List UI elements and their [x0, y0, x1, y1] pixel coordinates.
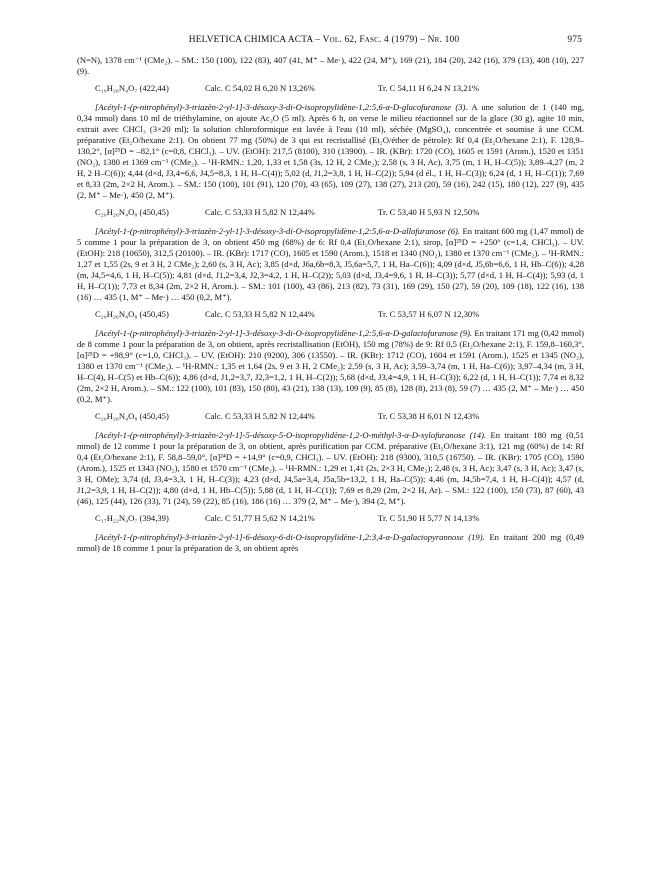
calculated-values: Calc. C 54,02 H 6,20 N 13,26%	[205, 83, 315, 93]
paragraph-compound-19	[77, 532, 584, 554]
paragraph-compound-14	[77, 430, 584, 507]
calculated-values: Calc. C 53,33 H 5,82 N 12,44%	[205, 309, 315, 319]
compound-title: [Acétyl-1-(p-nitrophényl)-3-triazèn-2-yl-1]-3-désoxy-3-di-O-isopropylidène-1,2:5,6-α-D-allofuranose (6).	[95, 226, 461, 236]
elemental-analysis-row	[95, 207, 584, 220]
paragraph-text: En traitant 180 mg (0,51 mmol) de 12 comme 1 pour la préparation de 3, on obtient, après purification par CCM. préparative (Et₂O/hexane 3:1), 121 mg (60%) de 14: Rf 0,4 (Et₂O/hexane 2:1), F. 58,8–59,0°, [α]²⁴D = +14,9° (c=0,9, CHCl₃). – UV. (EtOH): 218 (9300), 310,5 (16750). – IR. (KBr): 1705 (CO), 1590 (Arom.), 1525 et 1343 (NO₂), 1580 et 1570 cm⁻¹ (CMe₂). – ¹H-RMN.: 1,29 et 1,41 (2s, 2×3 H, CMe₂); 2,48 (s, 3 H, Ac); 3,47 (s, 3 H, Ac); 3,47 (s, 3 H, OMe); 3,74 (d, J3,4=3,3, 1 H, H–C(3)); 4,23 (d×d, J4,5a=3,4, J5a,5b=13,2, 1 H, Ha–C(5)); 4,46 (m, J4,5b=7,4, 1 H, H–C(4)); 4,57 (d, J1,2=3,9, 1 H, H–C(2)); 4,80 (d×d, 1 H, Hb–C(5)); 5,88 (d, 1 H, H–C(1)); 7,69 et 8,29 (2m, 2×2 H, Ar). – SM.: 122 (100), 150 (73), 87 (60), 43 (46), 125 (44), 126 (33), 71 (24), 59 (22), 85 (16), 186 (16) … 379 (2, M⁺ – Me·), 394 (2, M⁺).	[77, 430, 584, 506]
compound-title: [Acétyl-1-(p-nitrophényl)-3-triazèn-2-yl-1]-3-désoxy-3-di-O-isopropylidène-1,2:5,6-α-D-glucofuranose (3).	[95, 102, 468, 112]
found-values: Tr. C 53,57 H 6,07 N 12,30%	[378, 309, 480, 319]
running-header	[66, 35, 582, 49]
paragraph-text: A une solution de 1 (140 mg, 0,34 mmol) dans 10 ml de triéthylamine, on ajoute Ac₂O (5 ml). Après 6 h, on verse le milieu réactionnel sur de la glace (30 g), agite 10 min, extrait avec CHCl₃ (3×20 ml); la solution chloroformique est lavée à l'eau (10 ml), séchée (MgSO₄), concentrée et soumise à une CCM. préparative (Et₂O/hexane 2:1). On obtient 77 mg (50%) de 3 qui est recristallisé (Et₂O/éther de pétrole): Rf 0,4 (Et₂O/hexane 2:1), F. 128,9–130,2°, [α]²⁵D = –82,1° (c=0,8, CHCl₃). – UV. (EtOH): 217,5 (8100), 310 (13900). – IR. (KBr): 1720 (CO), 1605 et 1591 (Arom.), 1520 et 1351 (NO₂), 1380 et 1369 cm⁻¹ (CMe₂). – ¹H-RMN.: 1,20, 1,33 et 1,58 (3s, 12 H, 2 CMe₂); 2,58 (s, 3 H, Ac), 3,75 (m, 1 H, H–C(5)); 3,89–4,27 (m, 2 H, 2 H–C(6)); 4,44 (d×d, J3,4=6,6, J4,5=8,3, 1 H, H–C(4)); 5,02 (d, J1,2=3,8, 1 H, H–C(2)); 5,94 (d él., 1 H, H–C(3)); 6,24 (d, 1 H, H–C(1)); 7,69 et 8,33 (2m, 2×2 H, Arom.). – SM.: 150 (100), 101 (91), 120 (70), 43 (65), 109 (27), 138 (27), 213 (20), 59 (16), 242 (15), 180 (12), 227 (9), 435 (2, M⁺ – Me·), 450 (2, M⁺).	[77, 102, 585, 200]
elemental-analysis-row	[95, 309, 584, 322]
molecular-formula: C₁₇H₂₂N₄O₇ (394,39)	[95, 513, 169, 523]
page-number: 975	[567, 35, 582, 45]
paragraph-text: En traitant 171 mg (0,42 mmol) de 8 comme 1 pour la préparation de 3, on obtient, après recristallisation (EtOH), 150 mg (78%) de 9: Rf 0,5 (Et₂O/hexane 2:1), F. 159,8–160,3°, [α]²⁵D = +98,9° (c=1,0, CHCl₃). – UV. (EtOH): 210 (9200), 306 (13550). – IR. (KBr): 1712 (CO), 1604 et 1591 (Arom.), 1525 et 1345 (NO₂), 1380 et 1370 cm⁻¹ (CMe₂). – ¹H-RMN.: 1,35 et 1,64 (2s, 9 et 3 H, 2 CMe₂); 2,59 (s, 3 H, Ac); 3,59–3,74 (m, 1 H, Ha–C(6)); 3,97–4,34 (m, 3 H, H–C(4), H–C(5) et Hb–C(6)); 4,86 (d×d, J1,2=3,7, J2,3=1,2, 1 H, H–C(2)); 5,68 (d×d, J3,4=4,9, 1 H, H–C(3)); 6,22 (d, 1 H, H–C(1)); 7,74 et 8,32 (2m, 2×2 H, Arom.). – SM.: 122 (100), 101 (83), 150 (80), 43 (21), 138 (13), 109 (9), 85 (8), 128 (8), 213 (8), 59 (7) … 435 (2, M⁺ – Me·) … 450 (0,2, M⁺).	[77, 328, 584, 404]
molecular-formula: C₂₀H₂₆N₄O₈ (450,45)	[95, 411, 169, 421]
paragraph-compound-9	[77, 328, 584, 405]
calculated-values: Calc. C 53,33 H 5,82 N 12,44%	[205, 207, 315, 217]
paragraph-ms-continuation	[77, 55, 584, 77]
paragraph-text: En traitant 600 mg (1,47 mmol) de 5 comme 1 pour la préparation de 3, on obtient 450 mg (68%) de 6: Rf 0,4 (Et₂O/hexane 2:1), sirop, [α]²⁵D = +250° (c=1,4, CHCl₃). – UV. (EtOH): 218 (10650), 312,5 (20100). – IR. (KBr): 1717 (CO), 1605 et 1590 (Arom.), 1518 et 1340 (NO₂), 1380 et 1370 cm⁻¹ (CMe₂). – ¹H-RMN.: 1,27 et 1,55 (2s, 9 et 3 H, 2 CMe₂); 2,60 (s, 3 H, Ac); 3,85 (d×d, J6a,6b=8,3, J5,6a=5,7, 1 H, Ha–C(6)); 4,09 (d×d, J5,6b=6,6, 1 H, Hb–C(6)); 4,28 (m, J4,5=4,6, 1 H, H–C(5)); 4,81 (d×d, J1,2=3,4, J2,3=4,2, 1 H, H–C(2)); 5,03 (d×d, J3,4=9,6, 1 H, H–C(3)); 5,77 (d×d, 1 H, H–C(4)); 5,93 (d, 1 H, H–C(1)); 7,73 et 8,34 (2m, 2×2 H, Arom.). – SM.: 101 (100), 43 (86), 213 (82), 73 (31), 169 (29), 150 (27), 59 (20), 109 (18), 122 (16), 138 (16) … 435 (1, M⁺ – Me·) … 450 (0,2, M⁺).	[77, 226, 584, 302]
found-values: Tr. C 51,90 H 5,77 N 14,13%	[378, 513, 480, 523]
elemental-analysis-row	[95, 411, 584, 424]
compound-title: [Acétyl-1-(p-nitrophényl)-3-triazèn-2-yl-1]-5-désoxy-5-O-isopropylidène-1,2-O-méthyl-3-α-D-xylofuranose (14).	[95, 430, 487, 440]
compound-title: [Acétyl-1-(p-nitrophényl)-3-triazèn-2-yl-1]-6-désoxy-6-di-O-isopropylidène-1,2:3,4-α-D-galactopyrannose (19).	[95, 532, 485, 542]
found-values: Tr. C 53,38 H 6,01 N 12,43%	[378, 411, 480, 421]
article-body	[77, 55, 584, 554]
paragraph-text: (N=N), 1378 cm⁻¹ (CMe₂). – SM.: 150 (100), 122 (83), 407 (41, M⁺ – Me·), 422 (24, M⁺), 169 (21), 184 (20), 242 (16), 379 (13), 408 (10), 227 (9).	[77, 55, 584, 76]
molecular-formula: C₂₀H₂₆N₄O₈ (450,45)	[95, 207, 169, 217]
elemental-analysis-row	[95, 513, 584, 526]
molecular-formula: C₁₉H₂₆N₄O₇ (422,44)	[95, 83, 169, 93]
calculated-values: Calc. C 51,77 H 5,62 N 14,21%	[205, 513, 315, 523]
compound-title: [Acétyl-1-(p-nitrophényl)-3-triazèn-2-yl-1]-3-désoxy-3-di-O-isopropylidène-1,2:5,6-α-D-galactofuranose (9).	[95, 328, 473, 338]
found-values: Tr. C 54,11 H 6,24 N 13,21%	[378, 83, 480, 93]
elemental-analysis-row	[95, 83, 584, 96]
molecular-formula: C₂₀H₂₆N₄O₈ (450,45)	[95, 309, 169, 319]
journal-title: HELVETICA CHIMICA ACTA – Vol. 62, Fasc. 4 (1979) – Nr. 100	[188, 35, 460, 45]
paragraph-text: En traitant 200 mg (0,49 mmol) de 18 comme 1 pour la préparation de 3, on obtient après	[77, 532, 584, 553]
found-values: Tr. C 53,40 H 5,93 N 12,50%	[378, 207, 480, 217]
paragraph-compound-3	[77, 102, 584, 201]
calculated-values: Calc. C 53,33 H 5,82 N 12,44%	[205, 411, 315, 421]
paragraph-compound-6	[77, 226, 584, 303]
